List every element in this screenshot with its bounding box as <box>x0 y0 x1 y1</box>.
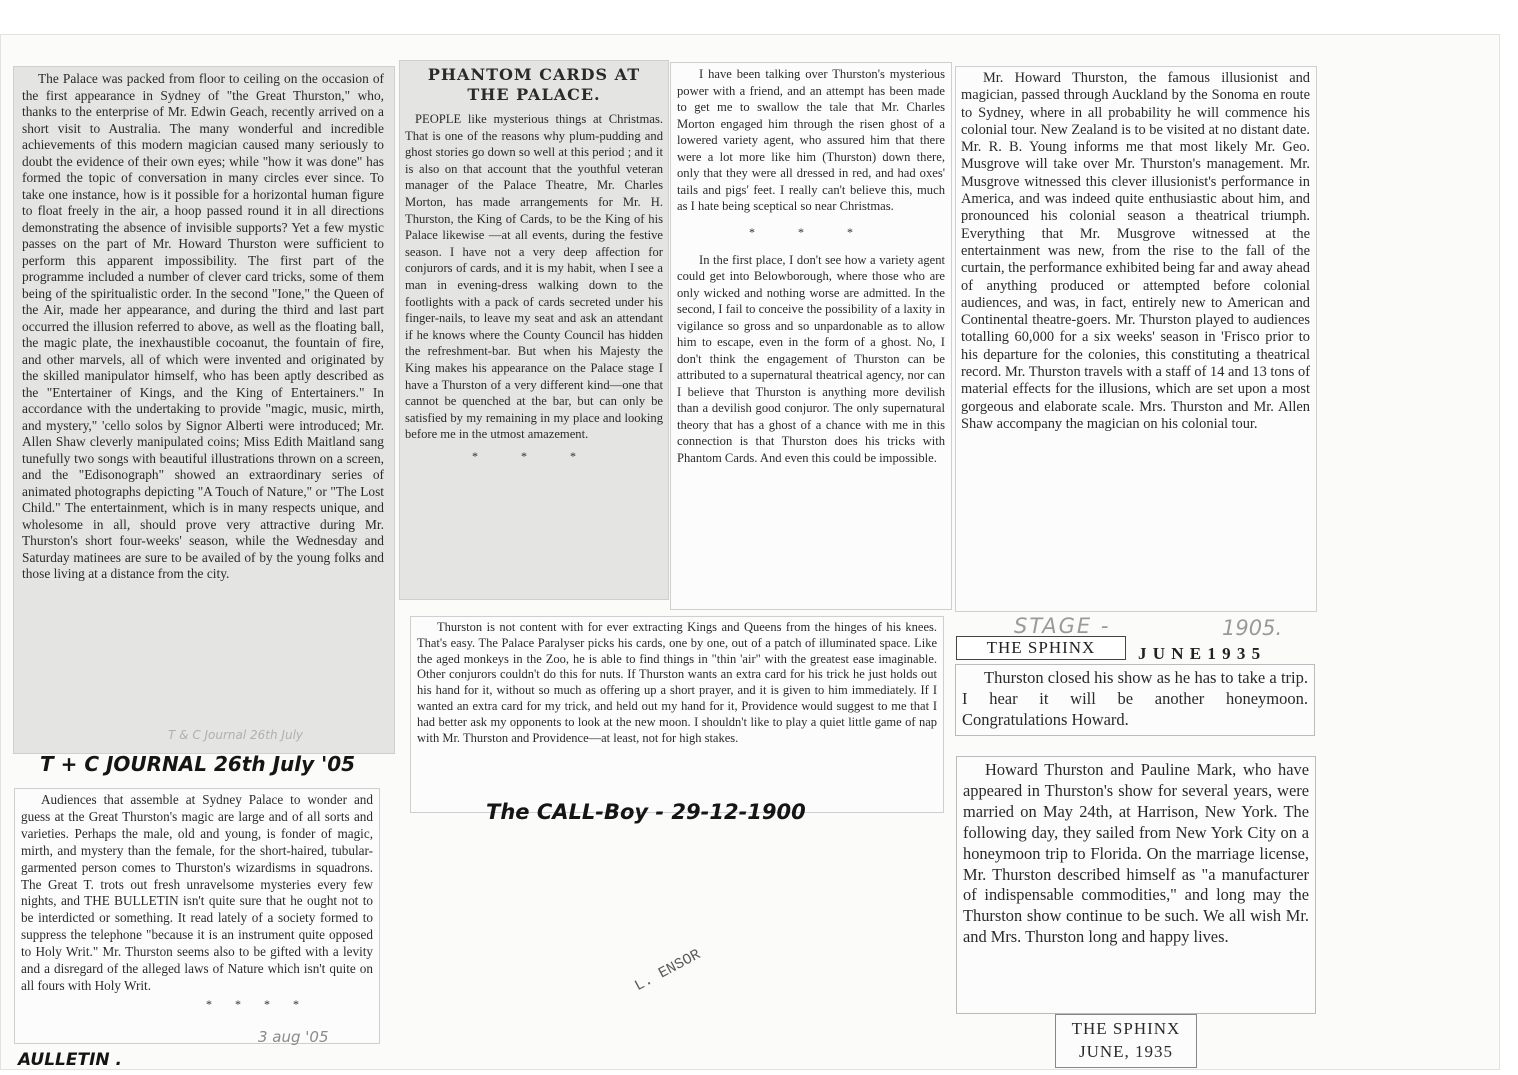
sphinx-footer-masthead: THE SPHINX <box>1071 1019 1181 1038</box>
sphinx-footer <box>1055 1014 1197 1068</box>
annotation-pencil-tc: T & C Journal 26th July <box>168 728 304 742</box>
clipping-sphinx-wedding <box>956 756 1316 1014</box>
clipping-body: I have been talking over Thurston's mysterious power with a friend, and an attempt has been made to get me to swallow the tale that Mr. Charles Morton engaged him through the risen ghost of a lowered variety agent, who assured him that there were a lot more like him (Thurston) down there, only that they were all dressed in red, and had oxes' tails and pigs' feet. I really can't believe this, much as I hate being sceptical so near Christmas. <box>677 67 945 213</box>
clipping-body: The Palace was packed from floor to ceiling on the occasion of the first appearance in Sydney of "the Great Thurston," who, thanks to the enterprise of Mr. Edwin Geach, recently arrived on a short visit to Australia. The many wonderful and incredible achievements of this modern magician caused many seriously to doubt the evidence of their own eyes; while "how it was done" has formed the topic of conversation in many circles ever since. To take one instance, how is it possible for a horizontal human figure to float freely in the air, a hoop passed round it in all directions demonstrating the absence of invisible supports? Yet a few mystic passes on the part of Mr. Howard Thurston were sufficient to perform this apparent impossibility. The first part of the programme included a number of clever card tricks, some of them being of the spiritualistic order. In the second "Ione," the Queen of the Air, made her appearance, and during the third and last part occurred the illusion referred to above, as well as the floating ball, the magic plate, the inexhaustible cocoanut, the fountain of fire, and other marvels, all of which were invented and originated by the skilled manipulator himself, who has been aptly described as the "Entertainer of Kings, and the King of Entertainers." In accordance with the undertaking to provide "magic, music, mirth, and mystery," 'cello solos by Signor Alberti were introduced; Mr. Allen Shaw cleverly manipulated coins; Miss Edith Maitland sang tunefully two songs with beautiful illustrations thrown on a screen, and the "Edisonograph" showed an extraordinary series of animated photographs depicting "A Touch of Nature," or "The Lost Child." The entertainment, which is in many respects unique, and wholesome in all, should prove very attractive during Mr. Thurston's short four-weeks' season, while the Wednesday and Saturday matinees are sure to be availed of by the young folks and those living at a distance from the city. <box>22 71 384 581</box>
clipping-body: Mr. Howard Thurston, the famous illusionist and magician, passed through Auckland by the Sonoma en route to Sydney, where in all probability he will commence his colonial tour. New Zealand is to be visited at no distant date. Mr. R. B. Young informs me that most likely Mr. Geo. Musgrove will take over Mr. Thurston's management. Mr. Musgrove witnessed this clever illusionist's performance in America, and was indeed quite enthusiastic about him, and pronounced his colonial season a theatrical triumph. Everything that Mr. Musgrove witnessed at the entertainment was new, from the rise to the fall of the curtain, the performance exhibited being far and away ahead of anything produced or attempted before colonial audiences, and was, in fact, entirely new to American and Continental theatre-goers. Mr. Thurston played to audiences totalling 60,000 for a six weeks' season in 'Frisco prior to his departure for the colonies, this constituting a theatrical record. Mr. Thurston travels with a staff of 14 and 13 tons of material effects for the illusions, which are set upon a most gorgeous and elaborate scale. Mrs. Thurston and Mr. Allen Shaw accompany the magician on his colonial tour. <box>961 70 1310 432</box>
stars-divider: * * * <box>472 448 596 463</box>
clipping-body: Audiences that assemble at Sydney Palace to wonder and guess at the Great Thurston's magic are large and of all sorts and varieties. Perhaps the male, old and young, is fonder of magic, mirth, and mystery than the female, for the short-haired, tubular-garmented person comes to Thurston's wizardisms in squadrons. The Great T. trots out fresh unravelsome mysteries every few nights, and THE BULLETIN isn't quite sure that he ought not to be interdicted or something. It read lately of a society formed to suppress the telephone "because it is an instrument quite opposed to Holy Writ." Mr. Thurston seems also to be gifted with a levity and a disregard of the alleged laws of Nature which isn't quite on all fours with Holy Writ. <box>21 792 373 993</box>
annotation-pencil-bulletin: 3 aug '05 <box>258 1028 329 1046</box>
stars-divider: * * * <box>749 224 873 239</box>
sphinx-footer-date: JUNE, 1935 <box>1078 1042 1174 1061</box>
stamp-ensor: L. ENSOR <box>632 946 704 996</box>
sphinx-date: J U N E 1 9 3 5 <box>1138 644 1262 663</box>
clipping-body: Howard Thurston and Pauline Mark, who have appeared in Thurston's show for several years, were married on May 24th, at Harrison, New York. The following day, they sailed from New York City on a honeymoon trip to Florida. On the marriage license, Mr. Thurston described himself as "a manufacturer of indispensable commodities," and long may the Thurston show continue to be such. We all wish Mr. and Mrs. Thurston long and happy lives. <box>963 760 1309 947</box>
clipping-body: PEOPLE like mysterious things at Christmas. That is one of the reasons why plum-pudding and ghost stories go down so well at this period ; and it is also on that account that the youthful veteran manager of the Palace Theatre, Mr. Charles Morton, has made arrangements for Mr. H. Thurston, the King of Cards, to be the King of his Palace likewise —at all events, during the festive season. I have not a very deep affection for conjurors of cards, and it is my habit, when I see a man in evening-dress walking down to the footlights with a pack of cards secreted under his finger-nails, to leave my seat and ask an attendant if he knows where the County Council has hidden the refreshment-bar. But when his Majesty the King makes his appearance on the Palace stage I have a Thurston of a very different kind—one that cannot be quenched at the bar, but can only be satisfied by my remaining in my place and looking before me in the utmost amazement. <box>405 112 663 442</box>
clipping-heading: PHANTOM CARDS AT THE PALACE. <box>427 65 641 104</box>
annotation-tc-journal: T + C JOURNAL 26th July '05 <box>40 752 356 776</box>
clipping-sphinx-trip <box>955 664 1315 736</box>
clipping-tc-journal <box>13 66 395 754</box>
clipping-auckland <box>955 66 1317 612</box>
sphinx-masthead: THE SPHINX <box>956 636 1126 660</box>
clipping-paralyser <box>410 616 944 813</box>
clipping-body: Thurston is not content with for ever extracting Kings and Queens from the hinges of his knees. That's easy. The Palace Paralyser picks his cards, one by one, out of a patch of illuminated space. Like the aged monkeys in the Zoo, he is able to find things in "thin 'air" with the greatest ease imaginable. Other conjurors couldn't do this for nuts. If Thurston wants an extra card for his trick he just holds out his hand for it, without so much as offering up a short prayer, and it is given to him immediately. If I wanted an extra card for my trick, and held out my hand for it, Providence would suggest to me that I had better ask my opponents to look at the new moon. I shouldn't like to play a quiet little game of nap with Mr. Thurston and Providence—at least, not for high stakes. <box>417 620 937 745</box>
annotation-year: 1905. <box>1222 616 1283 640</box>
clipping-talking-over <box>670 62 952 610</box>
annotation-bulletin: AULLETIN . <box>18 1050 123 1070</box>
annotation-call-boy: The CALL-Boy - 29-12-1900 <box>486 800 806 824</box>
clipping-bulletin <box>14 788 380 1044</box>
clipping-body: Thurston closed his show as he has to take a trip. I hear it will be another honeymoon. Congratulations Howard. <box>962 668 1308 729</box>
stars-divider: * * * * <box>206 996 309 1011</box>
clipping-body: In the first place, I don't see how a variety agent could get into Belowborough, where those who are only wicked and nothing worse are admitted. In the second, I fail to conceive the possibility of a laxity in vigilance so gross and so unpardonable as to allow him to escape, even in the form of a ghost. No, I don't think the engagement of Thurston can be attributed to a supernatural theatrical agency, nor can I believe that Thurston is anything more devilish than a devilish good conjuror. The only supernatural theory that has a ghost of a chance with me in this connection is that Thurston does his tricks with Phantom Cards. And even this could be impossible. <box>677 252 945 465</box>
clipping-phantom-cards <box>399 60 669 600</box>
annotation-stage: STAGE - <box>1014 614 1111 638</box>
